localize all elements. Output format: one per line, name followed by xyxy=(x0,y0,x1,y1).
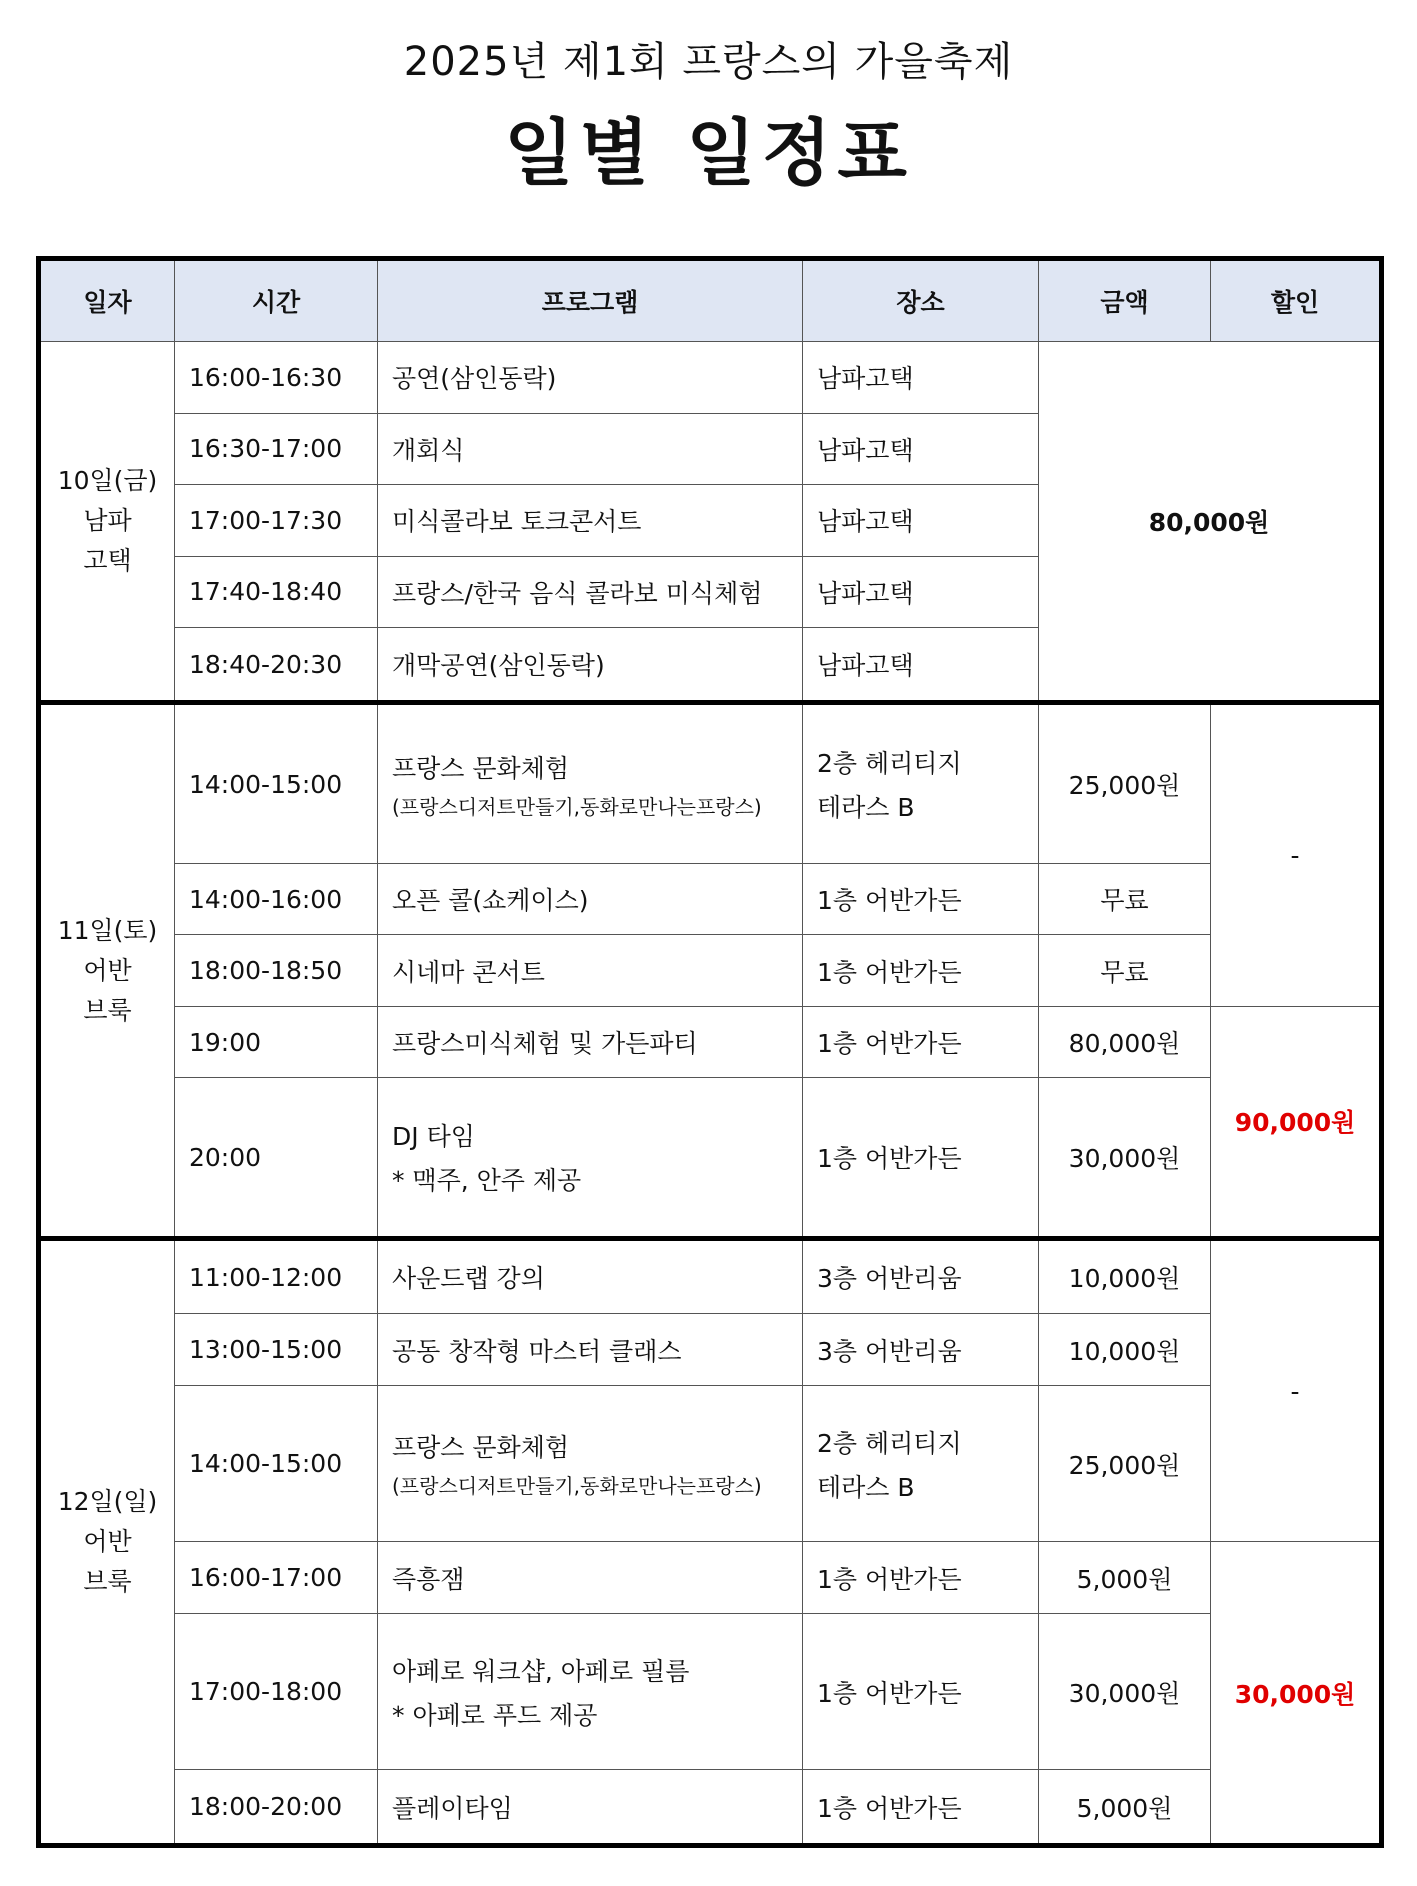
price-cell: 25,000원 xyxy=(1039,1385,1211,1542)
table-row xyxy=(39,1238,1382,1313)
combined-price-cell: 80,000원 xyxy=(1039,342,1382,703)
time-cell: 13:00-15:00 xyxy=(175,1314,378,1386)
venue-cell: 3층 어반리움 xyxy=(803,1314,1039,1386)
program-note: * 아페로 푸드 제공 xyxy=(392,1700,598,1730)
venue-cell: 1층 어반가든 xyxy=(803,935,1039,1007)
program-cell: 프랑스/한국 음식 콜라보 미식체험 xyxy=(378,556,803,628)
program-title: DJ 타임 xyxy=(392,1122,475,1152)
time-cell: 18:00-20:00 xyxy=(175,1770,378,1846)
program-cell: 플레이타임 xyxy=(378,1770,803,1846)
discount-cell: 90,000원 xyxy=(1211,1006,1382,1238)
time-cell: 16:00-16:30 xyxy=(175,342,378,414)
col-header-discount: 할인 xyxy=(1211,259,1382,342)
price-cell: 80,000원 xyxy=(1039,1006,1211,1078)
program-cell: 오픈 콜(쇼케이스) xyxy=(378,863,803,935)
time-cell: 14:00-15:00 xyxy=(175,1385,378,1542)
schedule-table xyxy=(36,256,1384,1848)
venue-cell: 1층 어반가든 xyxy=(803,1613,1039,1770)
program-cell: 사운드랩 강의 xyxy=(378,1238,803,1313)
venue-cell: 3층 어반리움 xyxy=(803,1238,1039,1313)
table-row xyxy=(39,1770,1382,1846)
table-row xyxy=(39,1314,1382,1386)
venue-cell: 남파고택 xyxy=(803,342,1039,414)
program-note: * 맥주, 안주 제공 xyxy=(392,1166,582,1196)
program-title: 프랑스 문화체험 xyxy=(392,1433,569,1463)
time-cell: 11:00-12:00 xyxy=(175,1238,378,1313)
venue-line: 2층 헤리티지 xyxy=(817,749,962,779)
time-cell: 17:00-18:00 xyxy=(175,1613,378,1770)
day-place: 어반 xyxy=(83,1526,132,1556)
day-date: 11일(토) xyxy=(57,915,158,945)
venue-cell: 1층 어반가든 xyxy=(803,1542,1039,1614)
program-cell: 즉흥잼 xyxy=(378,1542,803,1614)
program-title: 아페로 워크샵, 아페로 필름 xyxy=(392,1656,690,1686)
program-cell xyxy=(378,1613,803,1770)
table-row xyxy=(39,703,1382,863)
venue-cell: 남파고택 xyxy=(803,413,1039,485)
day-place: 고택 xyxy=(83,546,132,576)
time-cell: 18:40-20:30 xyxy=(175,628,378,703)
col-header-date: 일자 xyxy=(39,259,175,342)
table-row xyxy=(39,863,1382,935)
day-cell xyxy=(39,1238,175,1845)
day-cell xyxy=(39,703,175,1238)
table-row xyxy=(39,1613,1382,1770)
program-cell xyxy=(378,703,803,863)
day-place: 브룩 xyxy=(83,1566,132,1596)
program-cell: 공연(삼인동락) xyxy=(378,342,803,414)
time-cell: 14:00-16:00 xyxy=(175,863,378,935)
venue-cell xyxy=(803,1385,1039,1542)
venue-cell: 1층 어반가든 xyxy=(803,1006,1039,1078)
header-row xyxy=(39,259,1382,342)
program-cell: 시네마 콘서트 xyxy=(378,935,803,1007)
program-note: (프랑스디저트만들기,동화로만나는프랑스) xyxy=(392,794,762,819)
col-header-price: 금액 xyxy=(1039,259,1211,342)
time-cell: 14:00-15:00 xyxy=(175,703,378,863)
program-cell: 공동 창작형 마스터 클래스 xyxy=(378,1314,803,1386)
venue-cell: 1층 어반가든 xyxy=(803,1078,1039,1238)
venue-cell: 남파고택 xyxy=(803,556,1039,628)
price-cell: 30,000원 xyxy=(1039,1613,1211,1770)
document-subtitle: 2025년 제1회 프랑스의 가을축제 xyxy=(403,39,1014,85)
col-header-program: 프로그램 xyxy=(378,259,803,342)
table-row xyxy=(39,342,1382,414)
time-cell: 18:00-18:50 xyxy=(175,935,378,1007)
table-row xyxy=(39,1385,1382,1542)
program-cell: 개막공연(삼인동락) xyxy=(378,628,803,703)
program-note: (프랑스디저트만들기,동화로만나는프랑스) xyxy=(392,1474,762,1499)
time-cell: 20:00 xyxy=(175,1078,378,1238)
program-cell xyxy=(378,1078,803,1238)
price-cell: 30,000원 xyxy=(1039,1078,1211,1238)
price-cell: 5,000원 xyxy=(1039,1542,1211,1614)
discount-cell: - xyxy=(1211,703,1382,1006)
program-cell: 개회식 xyxy=(378,413,803,485)
venue-line: 테라스 B xyxy=(817,1472,915,1502)
venue-cell: 1층 어반가든 xyxy=(803,1770,1039,1846)
venue-cell: 1층 어반가든 xyxy=(803,863,1039,935)
day-cell xyxy=(39,342,175,703)
venue-cell xyxy=(803,703,1039,863)
time-cell: 16:30-17:00 xyxy=(175,413,378,485)
table-row xyxy=(39,1542,1382,1614)
table-row xyxy=(39,935,1382,1007)
day-date: 10일(금) xyxy=(57,466,158,496)
venue-line: 테라스 B xyxy=(817,793,915,823)
col-header-time: 시간 xyxy=(175,259,378,342)
col-header-venue: 장소 xyxy=(803,259,1039,342)
venue-cell: 남파고택 xyxy=(803,485,1039,557)
price-cell: 무료 xyxy=(1039,935,1211,1007)
program-cell xyxy=(378,1385,803,1542)
day-date: 12일(일) xyxy=(57,1486,158,1516)
discount-cell: 30,000원 xyxy=(1211,1542,1382,1846)
price-cell: 5,000원 xyxy=(1039,1770,1211,1846)
document-title: 일별 일정표 xyxy=(504,111,913,195)
price-cell: 10,000원 xyxy=(1039,1314,1211,1386)
day-place: 남파 xyxy=(83,506,132,536)
venue-line: 2층 헤리티지 xyxy=(817,1428,962,1458)
time-cell: 17:40-18:40 xyxy=(175,556,378,628)
day-place: 어반 xyxy=(83,955,132,985)
time-cell: 17:00-17:30 xyxy=(175,485,378,557)
program-cell: 미식콜라보 토크콘서트 xyxy=(378,485,803,557)
price-cell: 25,000원 xyxy=(1039,703,1211,863)
venue-cell: 남파고택 xyxy=(803,628,1039,703)
discount-cell: - xyxy=(1211,1238,1382,1541)
time-cell: 19:00 xyxy=(175,1006,378,1078)
table-row xyxy=(39,1078,1382,1238)
price-cell: 무료 xyxy=(1039,863,1211,935)
day-place: 브룩 xyxy=(83,995,132,1025)
table-row xyxy=(39,1006,1382,1078)
program-cell: 프랑스미식체험 및 가든파티 xyxy=(378,1006,803,1078)
price-cell: 10,000원 xyxy=(1039,1238,1211,1313)
program-title: 프랑스 문화체험 xyxy=(392,753,569,783)
time-cell: 16:00-17:00 xyxy=(175,1542,378,1614)
